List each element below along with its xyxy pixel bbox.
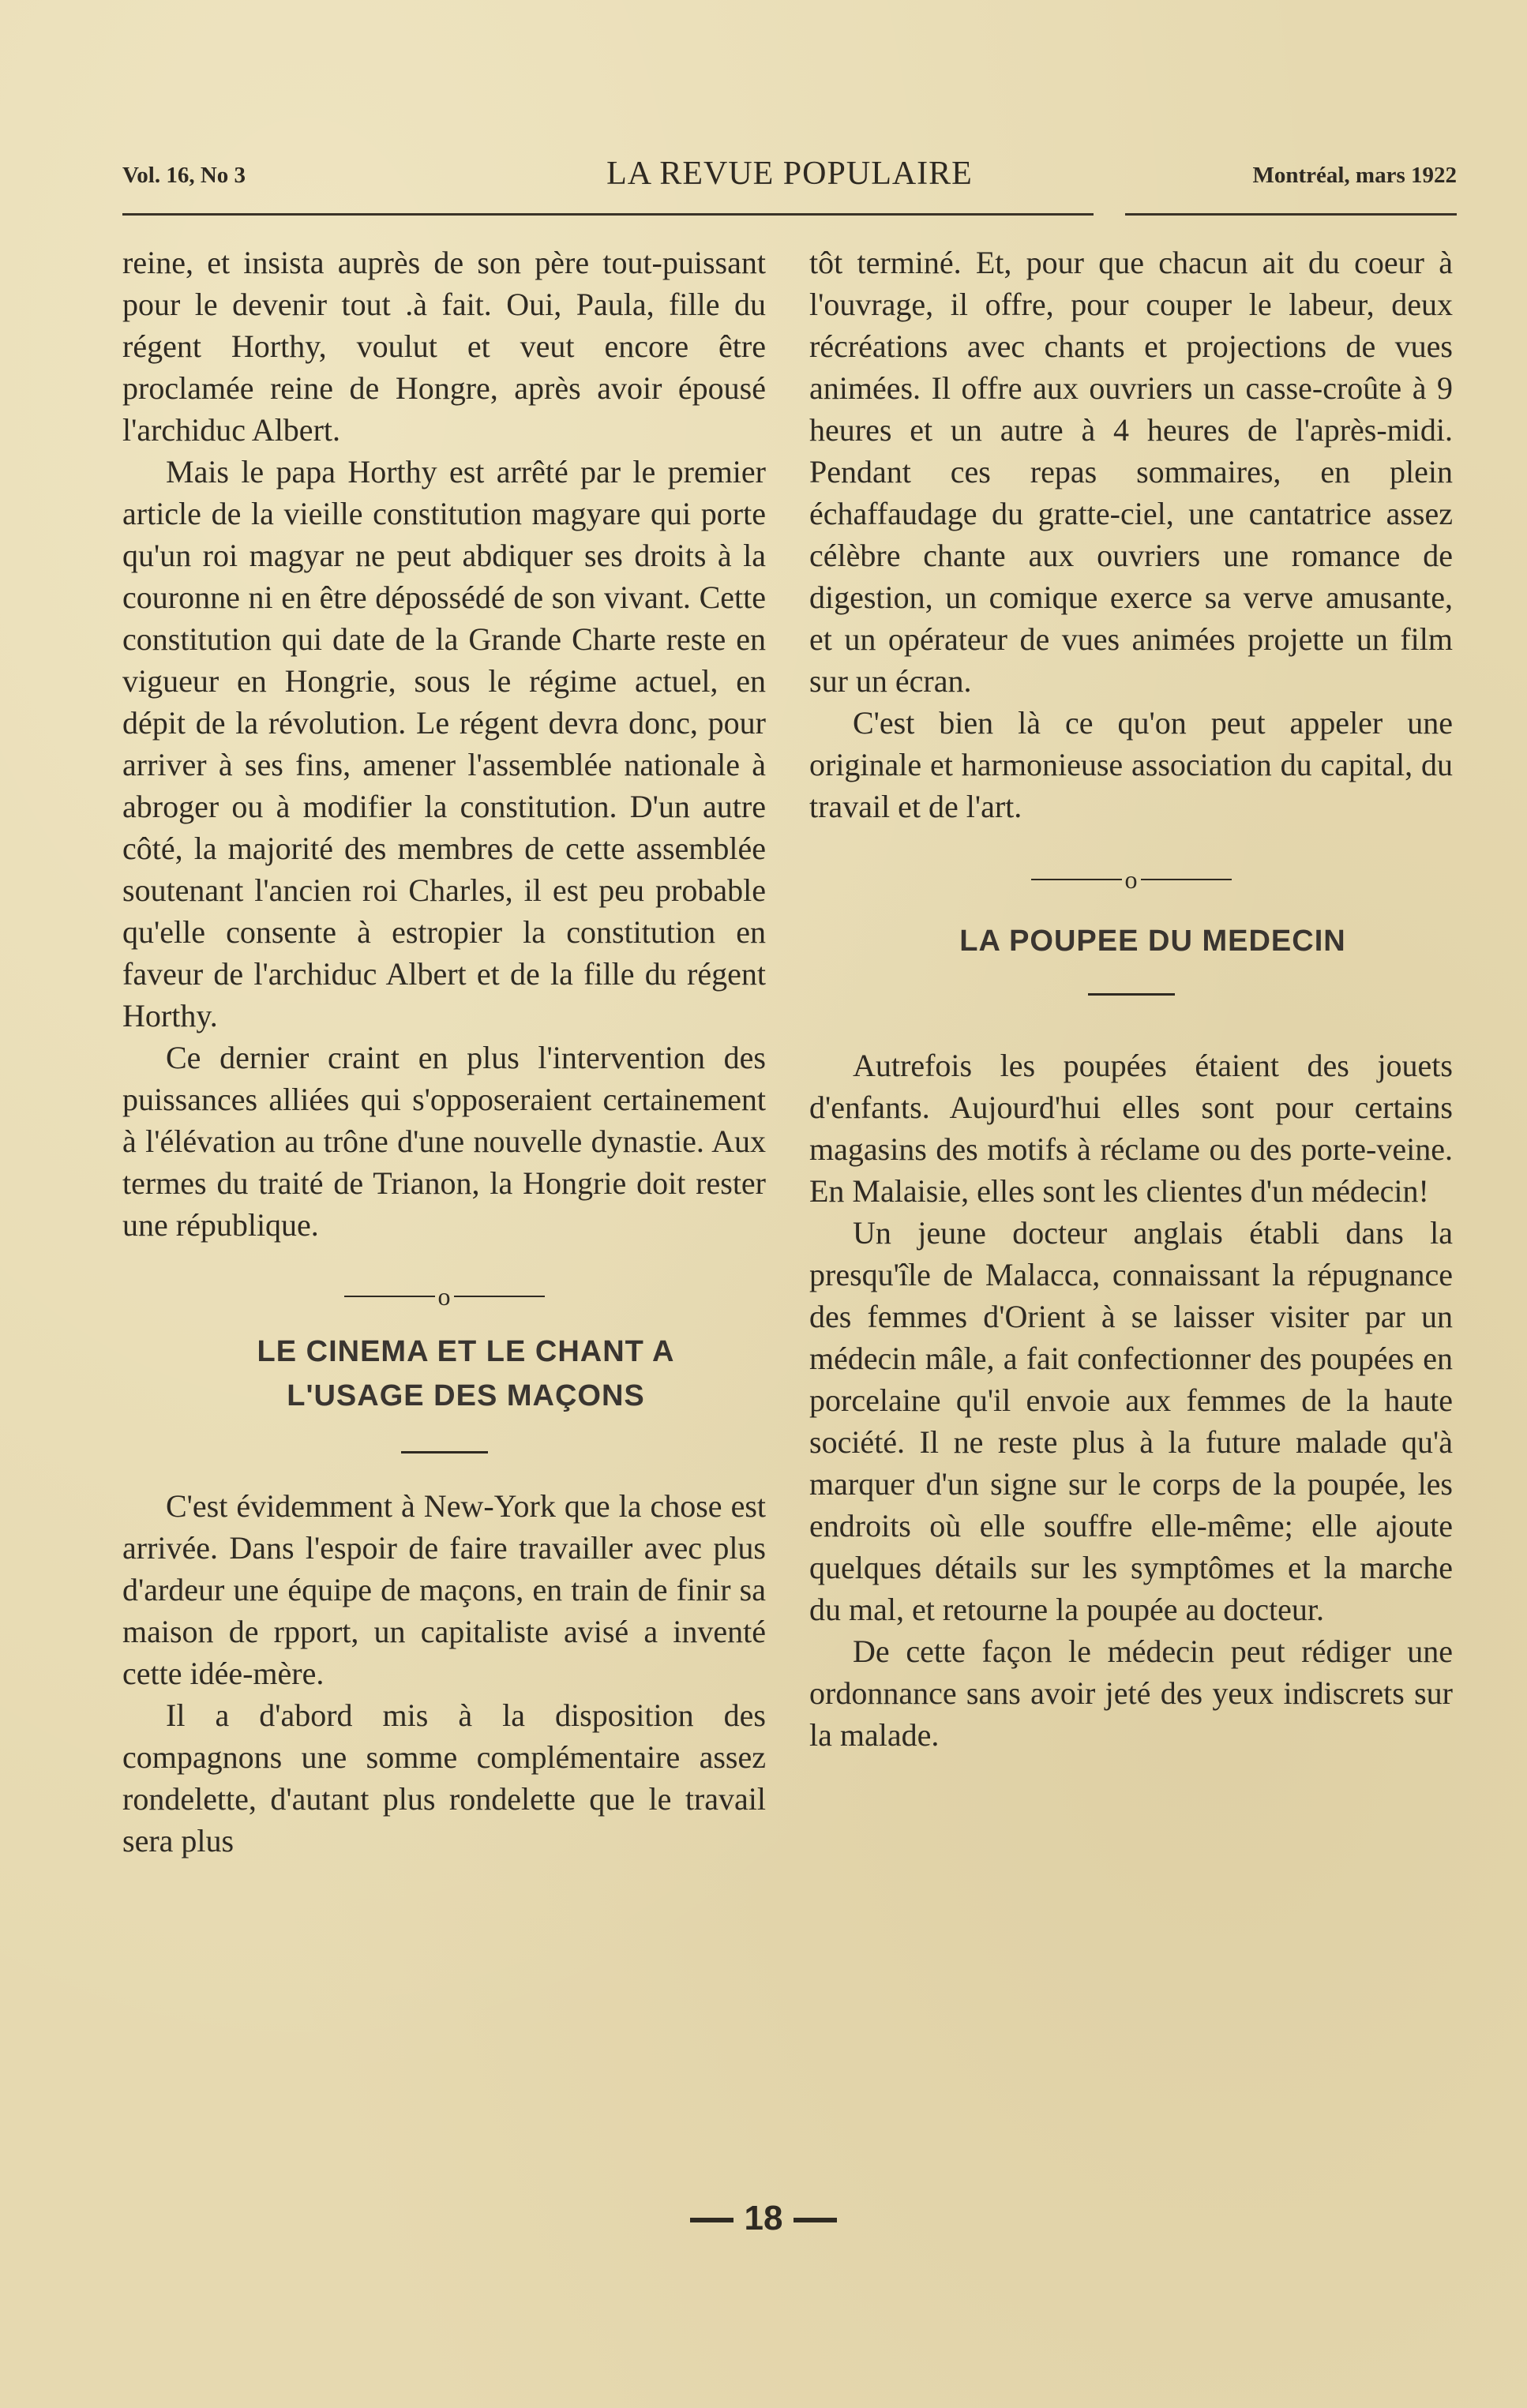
paragraph: C'est bien là ce qu'on peut appeler une originale et harmonieuse association du capital, du travail et de l'art. — [809, 705, 1453, 824]
paragraph: reine, et insista auprès de son père tout-puissant pour le devenir tout .à fait. Oui, Paula, fille du régent Horthy, voulut et veut encore être proclamée reine de Hongre, après avoir épousé l'archiduc Albert. — [122, 245, 766, 448]
article-title: LA POUPEE DU MEDECIN — [959, 924, 1346, 958]
article-title-line-2: L'USAGE DES MAÇONS — [287, 1378, 645, 1412]
page-number: 18 — [744, 2199, 783, 2237]
separator-dash — [344, 1296, 435, 1297]
section-separator — [809, 861, 1453, 895]
paragraph: C'est évidemment à New-York que la chose est arrivée. Dans l'espoir de faire travailler avec plus d'ardeur une équipe de maçons, en train de finir sa maison de rpport, un capitaliste avisé a inventé cette idée-mère. — [122, 1487, 766, 1691]
magazine-title: LA REVUE POPULAIRE — [606, 156, 973, 192]
left-column — [122, 242, 766, 1862]
article-title-line-1: LE CINEMA ET LE CHANT A — [257, 1334, 675, 1368]
running-header — [122, 155, 1457, 202]
footer-dash-left — [690, 2218, 733, 2222]
paragraph: Il a d'abord mis à la disposition des compagnons une somme complémentaire assez rondelette, d'autant plus rondelette que le travail sera plus — [122, 1697, 766, 1859]
paragraph: Un jeune docteur anglais établi dans la presqu'île de Malacca, connaissant la répugnance des femmes d'Orient à se laisser visiter par un médecin mâle, a fait confectionner des poupées en porcelaine qu'il envoie aux femmes de la haute société. Il ne reste plus à la future malade qu'à marquer d'un signe sur le corps de la poupée, les endroits où elle souffre elle-même; elle ajoute quelques détails sur les symptômes et la marche du mal, et retourne la poupée au docteur. — [809, 1214, 1453, 1627]
separator-dash — [1031, 879, 1122, 880]
footer-dash-right — [794, 2218, 837, 2222]
paragraph: Mais le papa Horthy est arrêté par le premier article de la vieille constitution magyare qui porte qu'un roi magyar ne peut abdiquer ses droits à la couronne ni en être dépossédé de son vivant. Cette constitution qui date de la Grande Charte reste en vigueur en Hongrie, sous le régime actuel, en dépit de la révolution. Le régent devra donc, pour arriver à ses fins, amener l'assemblée nationale à abroger ou à modifier la constitution. D'un autre côté, la majorité des membres de cette assemblée soutenant l'ancien roi Charles, il est peu probable qu'elle consente à estropier la constitution en faveur de l'archiduc Albert et de la fille du régent Horthy. — [122, 454, 766, 1033]
separator-dash — [454, 1296, 545, 1297]
paragraph: Ce dernier craint en plus l'intervention des puissances alliées qui s'opposeraient certainement à l'élévation au trône d'une nouvelle dynastie. Aux termes du traité de Trianon, la Hongrie doit rester une république. — [122, 1040, 766, 1243]
header-rule-left — [122, 213, 1094, 216]
separator-dash — [1141, 879, 1232, 880]
separator-mark: o — [1124, 865, 1138, 894]
volume-number: Vol. 16, No 3 — [122, 163, 246, 188]
paragraph: tôt terminé. Et, pour que chacun ait du coeur à l'ouvrage, il offre, pour couper le labeur, deux récréations avec chants et projections de vues animées. Il offre aux ouvriers un casse-croûte à 9 heures et un autre à 4 heures de l'après-midi. Pendant ces repas sommaires, en plein échaffaudage du gratte-ciel, une cantatrice assez célèbre chante aux ouvriers une romance de digestion, un comique exerce sa verve amusante, et un opérateur de vues animées projette un film sur un écran. — [809, 245, 1453, 699]
paragraph: Autrefois les poupées étaient des jouets d'enfants. Aujourd'hui elles sont pour certains magasins des motifs à réclame ou des porte-veine. En Malaisie, elles sont les clientes d'un médecin! — [809, 1047, 1453, 1209]
section-separator — [122, 1277, 766, 1312]
separator-mark: o — [437, 1281, 451, 1311]
paragraph: De cette façon le médecin peut rédiger une ordonnance sans avoir jeté des yeux indiscrets sur la malade. — [809, 1633, 1453, 1753]
right-column — [809, 242, 1453, 1756]
issue-date: Montréal, mars 1922 — [1252, 163, 1457, 188]
page-footer — [0, 2199, 1527, 2238]
header-rule-right — [1125, 213, 1457, 216]
